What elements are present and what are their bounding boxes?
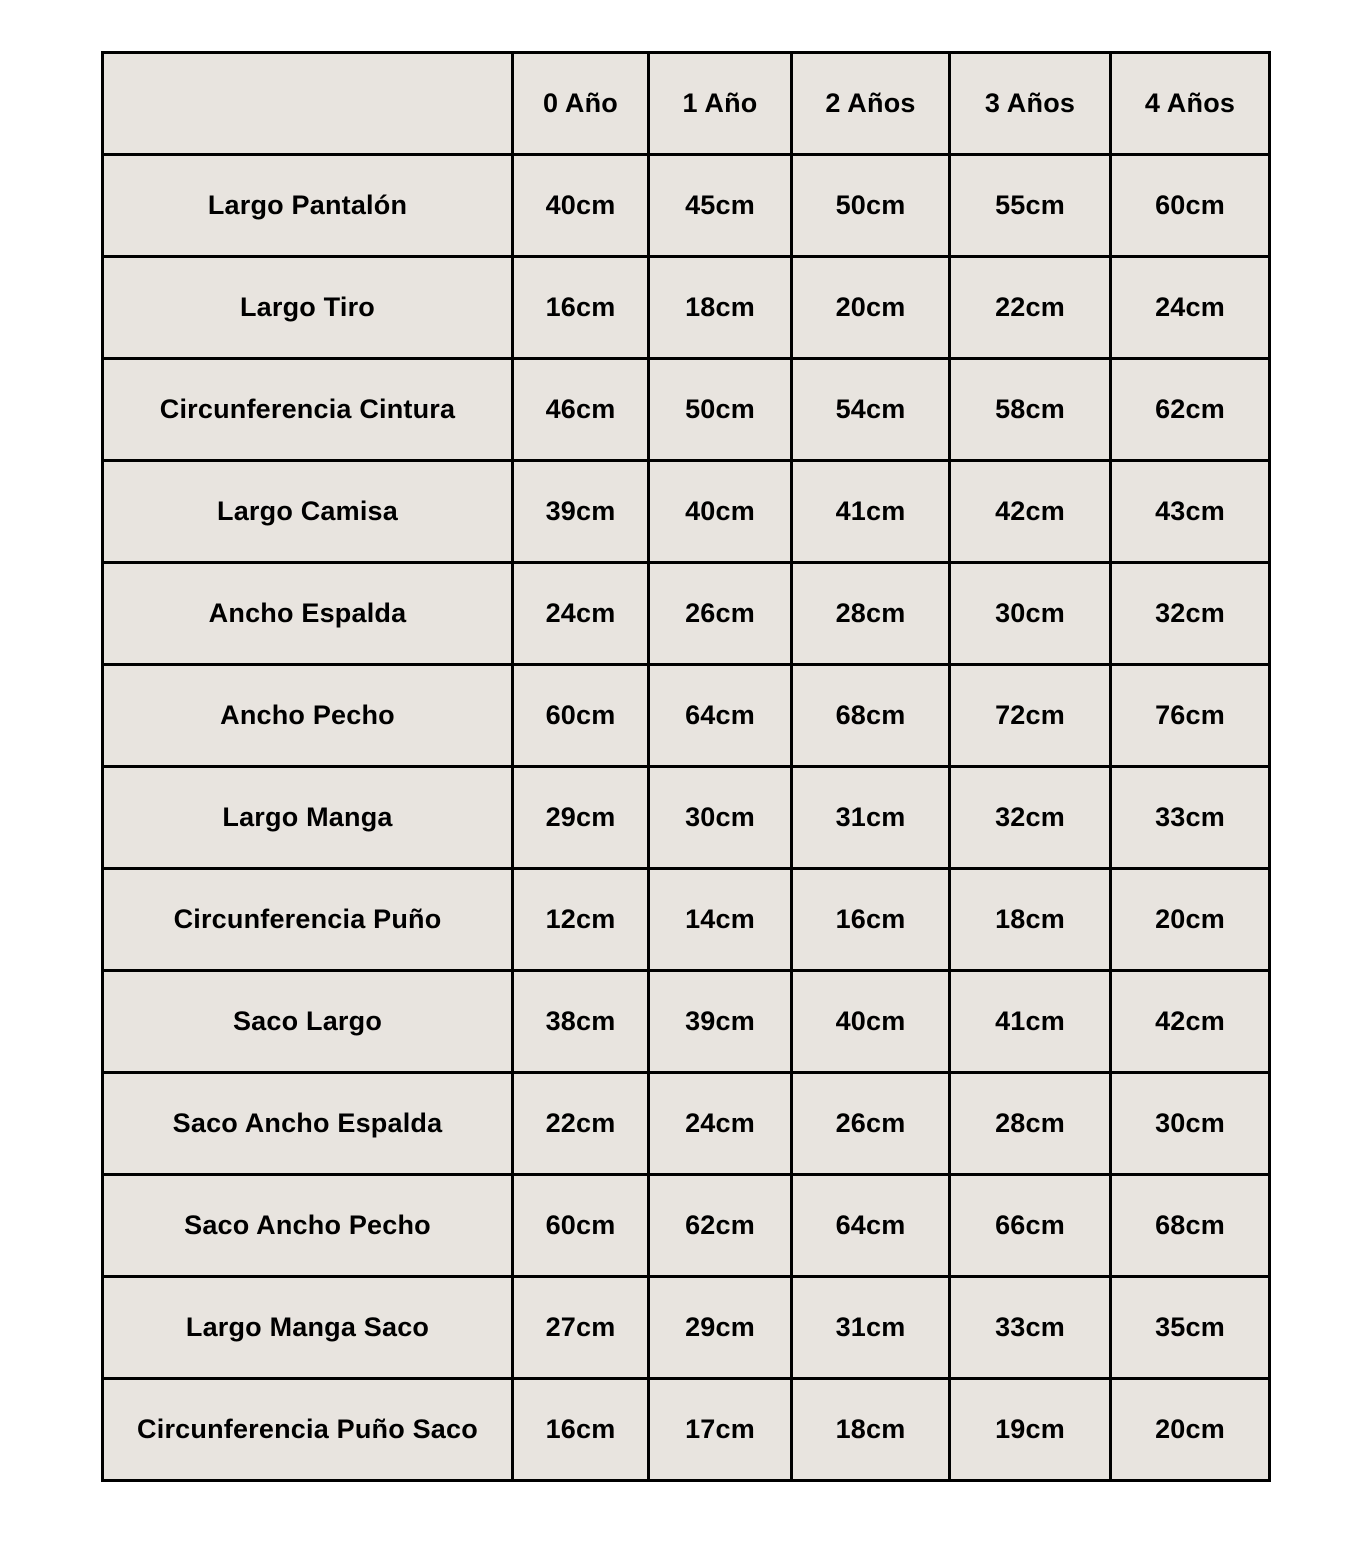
table-cell: 54cm [792,359,950,461]
table-row [103,1277,1270,1379]
table-cell: 40cm [513,155,649,257]
table-cell: 62cm [649,1175,792,1277]
table-cell: 64cm [792,1175,950,1277]
table-row [103,869,1270,971]
row-label: Ancho Espalda [103,563,513,665]
table-cell: 30cm [1111,1073,1270,1175]
table-cell: 76cm [1111,665,1270,767]
table-cell: 18cm [950,869,1111,971]
table-cell: 66cm [950,1175,1111,1277]
table-cell: 43cm [1111,461,1270,563]
size-chart-table [101,51,1271,1482]
table-cell: 16cm [513,257,649,359]
table-cell: 31cm [792,767,950,869]
table-header [103,53,1270,155]
row-label: Largo Tiro [103,257,513,359]
table-cell: 30cm [950,563,1111,665]
table-cell: 28cm [792,563,950,665]
table-cell: 19cm [950,1379,1111,1481]
table-cell: 22cm [513,1073,649,1175]
table-cell: 68cm [792,665,950,767]
table-cell: 14cm [649,869,792,971]
table-cell: 40cm [792,971,950,1073]
row-label: Saco Largo [103,971,513,1073]
table-cell: 45cm [649,155,792,257]
table-cell: 33cm [1111,767,1270,869]
table-cell: 20cm [792,257,950,359]
table-cell: 17cm [649,1379,792,1481]
row-label: Largo Camisa [103,461,513,563]
row-label: Ancho Pecho [103,665,513,767]
table-cell: 46cm [513,359,649,461]
table-cell: 28cm [950,1073,1111,1175]
table-cell: 50cm [649,359,792,461]
header-row [103,53,1270,155]
table-cell: 42cm [950,461,1111,563]
table-row [103,1175,1270,1277]
table-cell: 33cm [950,1277,1111,1379]
table-cell: 35cm [1111,1277,1270,1379]
table-cell: 18cm [792,1379,950,1481]
table-cell: 62cm [1111,359,1270,461]
table-cell: 60cm [513,1175,649,1277]
table-cell: 39cm [649,971,792,1073]
table-cell: 12cm [513,869,649,971]
table-cell: 26cm [792,1073,950,1175]
table-cell: 41cm [950,971,1111,1073]
header-corner-cell [103,53,513,155]
header-age-1: 1 Año [649,53,792,155]
row-label: Saco Ancho Espalda [103,1073,513,1175]
table-cell: 60cm [1111,155,1270,257]
row-label: Saco Ancho Pecho [103,1175,513,1277]
row-label: Largo Manga [103,767,513,869]
table-cell: 20cm [1111,1379,1270,1481]
table-cell: 27cm [513,1277,649,1379]
table-cell: 32cm [950,767,1111,869]
row-label: Circunferencia Puño [103,869,513,971]
table-row [103,257,1270,359]
table-cell: 58cm [950,359,1111,461]
table-cell: 64cm [649,665,792,767]
table-cell: 31cm [792,1277,950,1379]
table-row [103,767,1270,869]
table-row [103,359,1270,461]
row-label: Circunferencia Cintura [103,359,513,461]
row-label: Largo Pantalón [103,155,513,257]
table-cell: 68cm [1111,1175,1270,1277]
table-cell: 40cm [649,461,792,563]
table-row [103,1379,1270,1481]
table-cell: 18cm [649,257,792,359]
table-cell: 26cm [649,563,792,665]
table-row [103,563,1270,665]
table-cell: 42cm [1111,971,1270,1073]
table-cell: 30cm [649,767,792,869]
table-row [103,971,1270,1073]
table-cell: 41cm [792,461,950,563]
table-cell: 60cm [513,665,649,767]
table-cell: 24cm [649,1073,792,1175]
table-cell: 16cm [792,869,950,971]
table-cell: 38cm [513,971,649,1073]
row-label: Circunferencia Puño Saco [103,1379,513,1481]
table-cell: 16cm [513,1379,649,1481]
header-age-0: 0 Año [513,53,649,155]
table-cell: 55cm [950,155,1111,257]
table-cell: 22cm [950,257,1111,359]
table-cell: 32cm [1111,563,1270,665]
table-cell: 29cm [649,1277,792,1379]
table-body [103,155,1270,1481]
table-cell: 72cm [950,665,1111,767]
header-age-2: 2 Años [792,53,950,155]
table-row [103,1073,1270,1175]
row-label: Largo Manga Saco [103,1277,513,1379]
table-cell: 20cm [1111,869,1270,971]
table-row [103,461,1270,563]
table-row [103,155,1270,257]
table-cell: 39cm [513,461,649,563]
table-cell: 24cm [513,563,649,665]
header-age-4: 4 Años [1111,53,1270,155]
table-row [103,665,1270,767]
table-cell: 24cm [1111,257,1270,359]
header-age-3: 3 Años [950,53,1111,155]
table-cell: 29cm [513,767,649,869]
table-cell: 50cm [792,155,950,257]
